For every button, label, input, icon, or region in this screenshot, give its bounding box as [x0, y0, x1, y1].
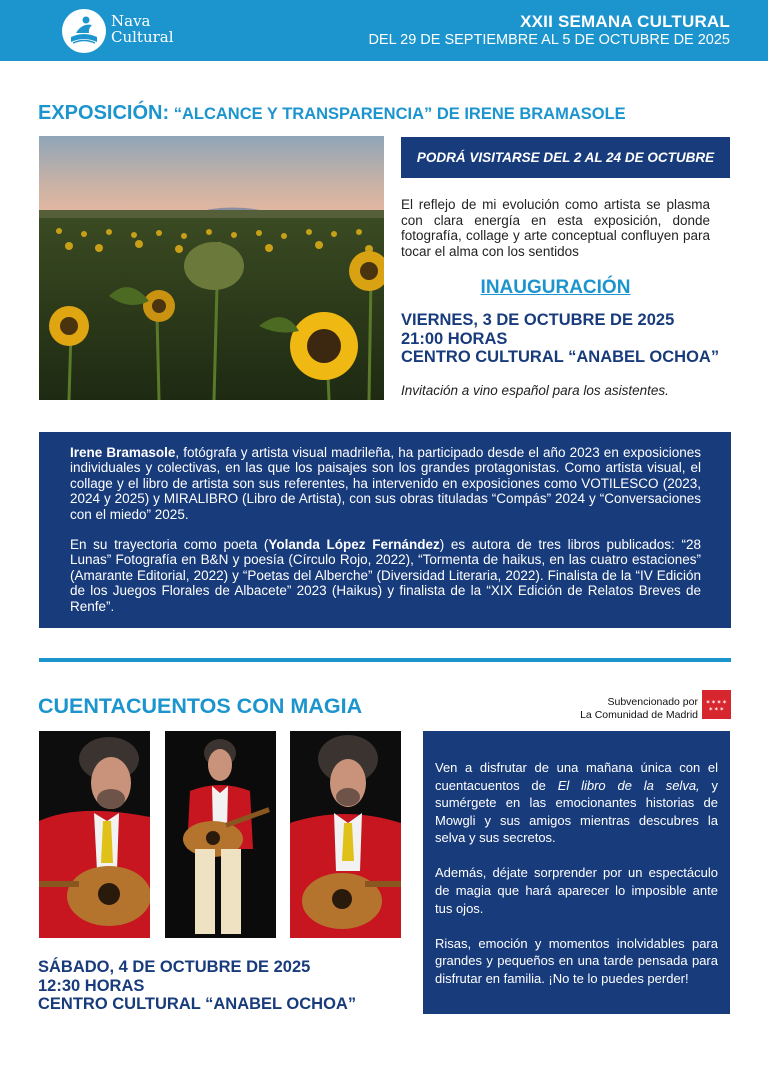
- storytelling-description-box: [423, 731, 730, 1014]
- logo-text-cultural: Cultural: [111, 28, 174, 46]
- sponsor-line-1: Subvencionado por: [607, 696, 698, 708]
- inauguration-place: CENTRO CULTURAL “ANABEL OCHOA”: [401, 348, 720, 366]
- storytelling-paragraph-1: [435, 759, 718, 847]
- visit-dates-banner: PODRÁ VISITARSE DEL 2 AL 24 DE OCTUBRE: [401, 137, 730, 178]
- storytelling-paragraph-3: Risas, emoción y momentos inolvidables para grandes y pequeños en una tarde pensada para disfrutar en familia. ¡No te lo puedes perder!: [435, 935, 718, 986]
- poet-name: Yolanda López Fernández: [268, 537, 440, 553]
- artist-name: Irene Bramasole: [70, 445, 176, 460]
- bio-paragraph-2-text: ) es autora de tres libros publicados: “28 Lunas” Fotografía en B&N y poesía (Círculo Rojo, 2022), “Tormenta de haikus, en las cuatro estaciones” (Amarante Editorial, 2022) y “Poetas del Alberche” (Diversidad Literaria, 2022). Finalista de la “IV Edición de los Juegos Florales de Albacete” 2023 (Haikus) y finalista de la “XIX Edición de Relatos Breves de Renfe”.: [70, 537, 701, 614]
- header-bar: [0, 0, 768, 61]
- storytelling-place: CENTRO CULTURAL “ANABEL OCHOA”: [38, 995, 357, 1013]
- storyteller-photo-3: [290, 731, 401, 938]
- storytelling-p1-end: y sumérgete en las emocionantes historias de Mowgli y sus amigos mientras descubres la selva y sus secretos.: [435, 777, 718, 846]
- exhibition-description: El reflejo de mi evolución como artista se plasma con clara energía en esta exposición, donde fotografía, collage y arte conceptual confluyen para tocar el alma con los sentidos: [401, 197, 710, 259]
- sponsor-text: [580, 696, 698, 722]
- storyteller-photo-2: [165, 731, 276, 938]
- storytelling-date: SÁBADO, 4 DE OCTUBRE DE 2025: [38, 958, 311, 976]
- nava-cultural-logo: [62, 9, 202, 53]
- bio-paragraph-2: [70, 537, 701, 614]
- inauguration-time: 21:00 HORAS: [401, 330, 508, 348]
- storytelling-p1-start: Ven a disfrutar de una mañana única con el cuentacuentos de: [435, 760, 718, 793]
- event-dates: DEL 29 DE SEPTIEMBRE AL 5 DE OCTUBRE DE 2025: [368, 32, 730, 48]
- exhibition-title: [38, 102, 626, 125]
- invitation-note: Invitación a vino español para los asistentes.: [401, 383, 669, 398]
- section-divider: [39, 658, 731, 662]
- storytelling-title: CUENTACUENTOS CON MAGIA: [38, 694, 363, 718]
- storyteller-photo-1: [39, 731, 150, 938]
- event-title: XXII SEMANA CULTURAL: [520, 12, 730, 31]
- comunidad-madrid-flag-icon: ✶✶✶✶ ✶✶✶: [702, 690, 731, 719]
- inauguration-heading: INAUGURACIÓN: [480, 277, 631, 298]
- sponsor-line-2: La Comunidad de Madrid: [580, 709, 698, 721]
- bio-paragraph-2-start: En su trayectoria como poeta (: [70, 537, 269, 553]
- book-reader-icon: [62, 9, 106, 53]
- sunflower-field-photo: [39, 136, 384, 400]
- exhibition-title-prefix: EXPOSICIÓN:: [38, 102, 170, 124]
- logo-text-nava: Nava: [111, 12, 151, 30]
- storytelling-time: 12:30 HORAS: [38, 977, 145, 995]
- bio-paragraph-1: [70, 445, 701, 522]
- inauguration-date: VIERNES, 3 DE OCTUBRE DE 2025: [401, 311, 675, 329]
- artist-bio-box: [39, 432, 731, 628]
- book-title: El libro de la selva,: [557, 777, 700, 793]
- exhibition-title-name: “ALCANCE Y TRANSPARENCIA” DE IRENE BRAMASOLE: [169, 105, 626, 123]
- storytelling-paragraph-2: Además, déjate sorprender por un espectáculo de magia que hará aparecer lo imposible ante tus ojos.: [435, 865, 718, 916]
- bio-paragraph-1-text: , fotógrafa y artista visual madrileña, ha participado desde el año 2023 en exposiciones individuales y colectivas, en las que los paisajes son los grandes protagonistas. Como artista visual, el collage y el libro de artista son sus referentes, ha intervenido en exposiciones como VOTILESCO (2023, 2024 y 2025) y MIRALIBRO (Libro de Artista), con sus obras tituladas “Compás” 2024 y “Conversaciones con el miedo” 2025.: [70, 445, 701, 522]
